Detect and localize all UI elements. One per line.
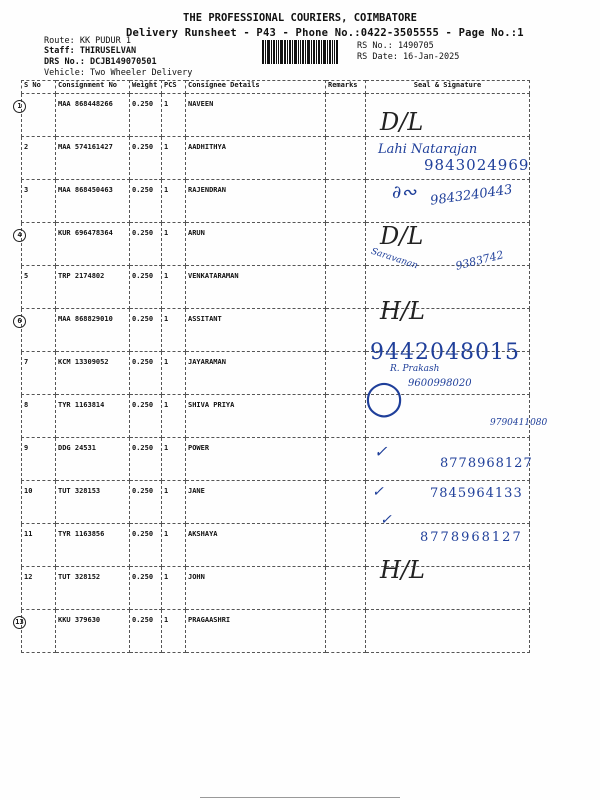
- consignment-value: MAA 574161427: [58, 143, 113, 151]
- row-weight: [130, 610, 162, 653]
- row-weight: [130, 567, 162, 610]
- col-sno: S No: [22, 81, 56, 94]
- row-consignment: [56, 94, 130, 137]
- weight-value: 0.250: [132, 401, 154, 409]
- weight-value: 0.250: [132, 272, 154, 280]
- consignment-value: KUR 696478364: [58, 229, 113, 237]
- handwriting-r5-a: D/L: [380, 222, 424, 250]
- pcs-value: 1: [164, 573, 169, 581]
- signature-scribble: ∂∾: [392, 182, 417, 203]
- row-weight: [130, 524, 162, 567]
- sno-value: 9: [24, 444, 29, 452]
- handwriting-r5-b: Saravanan: [369, 246, 419, 272]
- row-remarks: [326, 94, 366, 137]
- pcs-value: 1: [164, 272, 169, 280]
- handwriting-r9-phone: 9790411080: [490, 418, 548, 428]
- staff: Staff: THIRUSELVAN: [44, 46, 137, 56]
- row-consignee: [186, 309, 326, 352]
- consignment-value: TRP 2174802: [58, 272, 105, 280]
- consignment-value: KCM 13309052: [58, 358, 109, 366]
- row-consignee: [186, 438, 326, 481]
- pcs-value: 1: [164, 487, 169, 495]
- weight-value: 0.250: [132, 100, 154, 108]
- row-consignment: [56, 352, 130, 395]
- consignee-value: ARUN: [188, 229, 205, 237]
- row-weight: [130, 352, 162, 395]
- row-sno: [15, 610, 56, 653]
- table-row: [22, 223, 530, 266]
- table-row: [22, 567, 530, 610]
- sno-value: 7: [24, 358, 29, 366]
- consignment-value: MAA 868448266: [58, 100, 113, 108]
- col-consignment: Consignment No: [56, 81, 130, 94]
- row-pcs: [162, 481, 186, 524]
- row-pcs: [162, 180, 186, 223]
- handwriting-r2-name: Lahi Natarajan: [378, 142, 478, 157]
- pcs-value: 1: [164, 444, 169, 452]
- row-consignee: [186, 266, 326, 309]
- row-consignment: [56, 223, 130, 266]
- row-signature: [366, 610, 530, 653]
- consignee-value: AADHITHYA: [188, 143, 226, 151]
- sno-value: 13: [13, 616, 26, 629]
- row-sno: [22, 438, 56, 481]
- signature-initials-11: ✓: [372, 484, 384, 500]
- row-remarks: [326, 438, 366, 481]
- barcode: [262, 40, 352, 64]
- row-consignee: [186, 567, 326, 610]
- handwriting-r8-name: R. Prakash: [390, 364, 440, 374]
- weight-value: 0.250: [132, 530, 154, 538]
- row-weight: [130, 395, 162, 438]
- row-weight: [130, 481, 162, 524]
- drs-number: DRS No.: DCJB149070501: [44, 57, 157, 67]
- consignment-value: DDG 24531: [58, 444, 96, 452]
- rs-date: RS Date: 16-Jan-2025: [357, 52, 460, 62]
- consignment-value: MAA 868450463: [58, 186, 113, 194]
- col-pcs: PCS: [162, 81, 186, 94]
- row-consignment: [56, 524, 130, 567]
- handwriting-r13: H/L: [380, 556, 425, 584]
- consignee-value: JAYARAMAN: [188, 358, 226, 366]
- row-remarks: [326, 524, 366, 567]
- row-remarks: [326, 223, 366, 266]
- weight-value: 0.250: [132, 186, 154, 194]
- row-pcs: [162, 352, 186, 395]
- row-consignee: [186, 395, 326, 438]
- weight-value: 0.250: [132, 315, 154, 323]
- consignee-value: RAJENDRAN: [188, 186, 226, 194]
- row-weight: [130, 223, 162, 266]
- row-sno: [22, 395, 56, 438]
- sno-value: 11: [24, 530, 33, 538]
- row-consignment: [56, 438, 130, 481]
- consignee-value: JANE: [188, 487, 205, 495]
- row-sno: [22, 481, 56, 524]
- rs-number: RS No.: 1490705: [357, 41, 434, 51]
- consignee-value: ASSITANT: [188, 315, 222, 323]
- row-sno: [17, 94, 56, 137]
- sno-value: 8: [24, 401, 29, 409]
- row-consignment: [56, 395, 130, 438]
- row-consignment: [56, 610, 130, 653]
- col-consignee: Consignee Details: [186, 81, 326, 94]
- runsheet-title: Delivery Runsheet - P43 - Phone No.:0422-3505555 - Page No.:1: [126, 27, 524, 39]
- row-pcs: [162, 94, 186, 137]
- handwriting-r12-phone: 8778968127: [420, 530, 523, 545]
- row-remarks: [326, 610, 366, 653]
- weight-value: 0.250: [132, 487, 154, 495]
- row-weight: [130, 266, 162, 309]
- pcs-value: 1: [164, 530, 169, 538]
- handwriting-r7-phone: 9442048015: [370, 340, 520, 365]
- row-pcs: [162, 137, 186, 180]
- consignee-value: SHIVA PRIYA: [188, 401, 235, 409]
- row-sno: [22, 567, 56, 610]
- consignee-value: VENKATARAMAN: [188, 272, 239, 280]
- row-remarks: [326, 266, 366, 309]
- handwriting-r8-phone: 9600998020: [408, 378, 472, 389]
- consignee-value: AKSHAYA: [188, 530, 218, 538]
- row-remarks: [326, 137, 366, 180]
- row-consignee: [186, 610, 326, 653]
- signature-loop: ◯: [365, 378, 404, 418]
- signature-initials-10: ✓: [374, 442, 388, 461]
- handwriting-r3-phone: 9843240443: [429, 182, 514, 209]
- row-remarks: [326, 481, 366, 524]
- row-sno: [17, 223, 56, 266]
- row-weight: [130, 180, 162, 223]
- row-weight: [130, 137, 162, 180]
- weight-value: 0.250: [132, 358, 154, 366]
- handwriting-r2-phone: 9843024969: [424, 156, 530, 174]
- pcs-value: 1: [164, 186, 169, 194]
- sno-value: 12: [24, 573, 33, 581]
- weight-value: 0.250: [132, 229, 154, 237]
- row-consignee: [186, 94, 326, 137]
- row-pcs: [162, 395, 186, 438]
- row-sno: [17, 309, 56, 352]
- consignment-value: TYR 1163856: [58, 530, 105, 538]
- company-name: THE PROFESSIONAL COURIERS, COIMBATORE: [183, 12, 417, 24]
- col-weight: Weight: [130, 81, 162, 94]
- pcs-value: 1: [164, 358, 169, 366]
- row-remarks: [326, 567, 366, 610]
- row-sno: [22, 180, 56, 223]
- col-remarks: Remarks: [326, 81, 366, 94]
- pcs-value: 1: [164, 315, 169, 323]
- pcs-value: 1: [164, 143, 169, 151]
- sno-value: 5: [24, 272, 29, 280]
- row-sno: [22, 524, 56, 567]
- consignee-value: PRAGAASHRI: [188, 616, 231, 624]
- table-row: [22, 610, 530, 653]
- consignment-value: TUT 328152: [58, 573, 101, 581]
- row-consignment: [56, 266, 130, 309]
- row-sno: [22, 352, 56, 395]
- row-consignee: [186, 481, 326, 524]
- handwriting-r5-phone: 9383742: [454, 248, 505, 273]
- row-consignee: [186, 180, 326, 223]
- row-consignment: [56, 481, 130, 524]
- weight-value: 0.250: [132, 444, 154, 452]
- weight-value: 0.250: [132, 616, 154, 624]
- row-consignee: [186, 524, 326, 567]
- sno-value: 6: [13, 315, 26, 328]
- row-pcs: [162, 567, 186, 610]
- consignee-value: NAVEEN: [188, 100, 214, 108]
- sno-value: 3: [24, 186, 29, 194]
- consignment-value: TYR 1163814: [58, 401, 105, 409]
- sno-value: 2: [24, 143, 29, 151]
- handwriting-r1: D/L: [380, 108, 424, 136]
- row-weight: [130, 438, 162, 481]
- row-remarks: [326, 352, 366, 395]
- row-weight: [130, 309, 162, 352]
- row-consignment: [56, 309, 130, 352]
- handwriting-r11-phone: 7845964133: [430, 486, 523, 501]
- row-consignee: [186, 137, 326, 180]
- pcs-value: 1: [164, 401, 169, 409]
- row-pcs: [162, 266, 186, 309]
- sno-value: 10: [24, 487, 33, 495]
- table-row: [22, 395, 530, 438]
- footer-divider: [200, 797, 400, 798]
- row-sno: [22, 266, 56, 309]
- consignment-value: MAA 868829010: [58, 315, 113, 323]
- consignment-value: TUT 328153: [58, 487, 101, 495]
- row-pcs: [162, 309, 186, 352]
- row-consignment: [56, 180, 130, 223]
- pcs-value: 1: [164, 229, 169, 237]
- row-consignee: [186, 223, 326, 266]
- row-pcs: [162, 524, 186, 567]
- row-pcs: [162, 610, 186, 653]
- consignment-value: KKU 379630: [58, 616, 101, 624]
- handwriting-r10-phone: 8778968127: [440, 456, 533, 471]
- row-remarks: [326, 395, 366, 438]
- table-row: [22, 94, 530, 137]
- consignee-value: POWER: [188, 444, 210, 452]
- col-signature: Seal & Signature: [366, 81, 530, 94]
- row-consignment: [56, 137, 130, 180]
- row-remarks: [326, 309, 366, 352]
- row-consignment: [56, 567, 130, 610]
- sno-value: 4: [13, 229, 26, 242]
- weight-value: 0.250: [132, 143, 154, 151]
- signature-initials-12: ✓: [380, 512, 392, 528]
- sno-value: 1: [13, 100, 26, 113]
- row-sno: [22, 137, 56, 180]
- row-pcs: [162, 223, 186, 266]
- row-pcs: [162, 438, 186, 481]
- table-header: [22, 81, 530, 94]
- vehicle: Vehicle: Two Wheeler Delivery: [44, 68, 193, 78]
- weight-value: 0.250: [132, 573, 154, 581]
- table-row: [22, 266, 530, 309]
- row-consignee: [186, 352, 326, 395]
- consignee-value: JOHN: [188, 573, 205, 581]
- pcs-value: 1: [164, 616, 169, 624]
- row-weight: [130, 94, 162, 137]
- pcs-value: 1: [164, 100, 169, 108]
- route: Route: KK PUDUR 1: [44, 36, 131, 46]
- row-remarks: [326, 180, 366, 223]
- handwriting-r6: H/L: [380, 297, 425, 325]
